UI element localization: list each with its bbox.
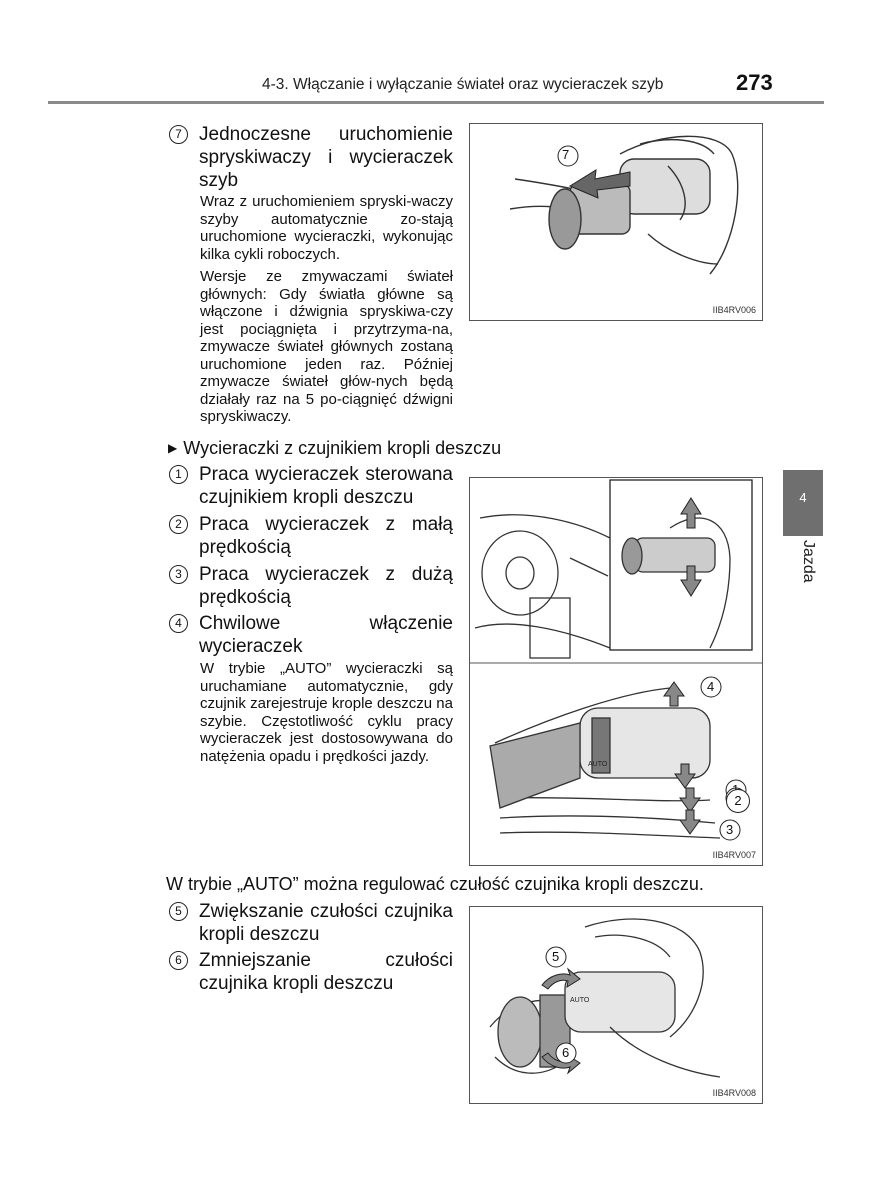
callout-4: 4 [707,679,715,694]
callout-7: 7 [562,147,570,162]
section-heading-text: Wycieraczki z czujnikiem kropli deszczu [183,438,502,458]
list-item-4 [169,612,453,658]
dial-auto-label: AUTO [570,997,590,1004]
list-item-6 [169,949,453,995]
circled-number: 5 [169,902,188,921]
figure-code: IIB4RV008 [712,1088,756,1098]
section-heading [168,437,501,459]
item-title: Praca wycieraczek sterowana czujnikiem kropli deszczu [199,464,453,508]
callout-3: 3 [726,822,734,837]
callout-6: 6 [562,1045,570,1060]
list-item-5 [169,900,453,946]
callout-2: 2 [726,789,750,813]
figure-sensitivity-dial [469,906,763,1104]
list-item-1 [169,463,453,509]
lever-auto-label: AUTO [588,761,608,768]
circled-number: 7 [169,125,188,144]
triangle-bullet-icon: ▶ [168,441,178,455]
item-description: Wersje ze zmywaczami świateł głównych: Gdy światła główne są włączone i dźwignia spryskiwa-czy jest pociągnięta i przytrzyma-na, zmywacze świateł głównych zostaną uruchomione jeden raz. Później zmywacze świateł głów-nych będą działały raz na 5 po-ciągnięć dźwigni spryskiwaczy. [200,268,453,425]
circled-number: 4 [169,614,188,633]
list-item-3 [169,563,453,609]
circled-number: 1 [169,465,188,484]
circled-number: 2 [169,515,188,534]
auto-mode-sentence: W trybie „AUTO” można regulować czułość czujnika kropli deszczu. [166,874,704,894]
running-header: 4-3. Włączanie i wyłączanie świateł oraz wycieraczek szyb [262,76,664,93]
list-item-2 [169,513,453,559]
item-title: Chwilowe włączenie wycieraczek [199,613,453,657]
rain-sensor-illustration [470,478,762,865]
figure-code: IIB4RV007 [712,850,756,860]
page-number: 273 [736,70,773,95]
chapter-label: Jazda [800,540,817,583]
callout-5: 5 [552,949,560,964]
item-description: W trybie „AUTO” wycieraczki są uruchamiane automatycznie, gdy czujnik zarejestruje krople deszczu na szybie. Częstotliwość cyklu pracy wycieraczek jest dostosowywana do natężenia opadu i prędkości jazdy. [200,660,453,765]
item-title: Jednoczesne uruchomienie spryskiwaczy i wycieraczek szyb [199,124,453,191]
circled-number: 6 [169,951,188,970]
figure-code: IIB4RV006 [712,305,756,315]
circled-number: 3 [169,565,188,584]
chapter-tab: 4 [783,470,823,536]
list-item-7 [169,123,453,192]
washer-lever-illustration [470,124,762,320]
item-title: Zwiększanie czułości czujnika kropli deszczu [199,901,453,945]
item-title: Zmniejszanie czułości czujnika kropli deszczu [199,950,453,994]
item-title: Praca wycieraczek z małą prędkością [199,514,453,558]
figure-washer-lever [469,123,763,321]
figure-rain-sensor-lever [469,477,763,866]
sensitivity-dial-illustration [470,907,762,1103]
header-rule [48,101,824,104]
item-title: Praca wycieraczek z dużą prędkością [199,564,453,608]
item-description: Wraz z uruchomieniem spryski-waczy szyby automatycznie zo-stają uruchomione wycieraczki, wykonując kilka cykli roboczych. [200,193,453,263]
